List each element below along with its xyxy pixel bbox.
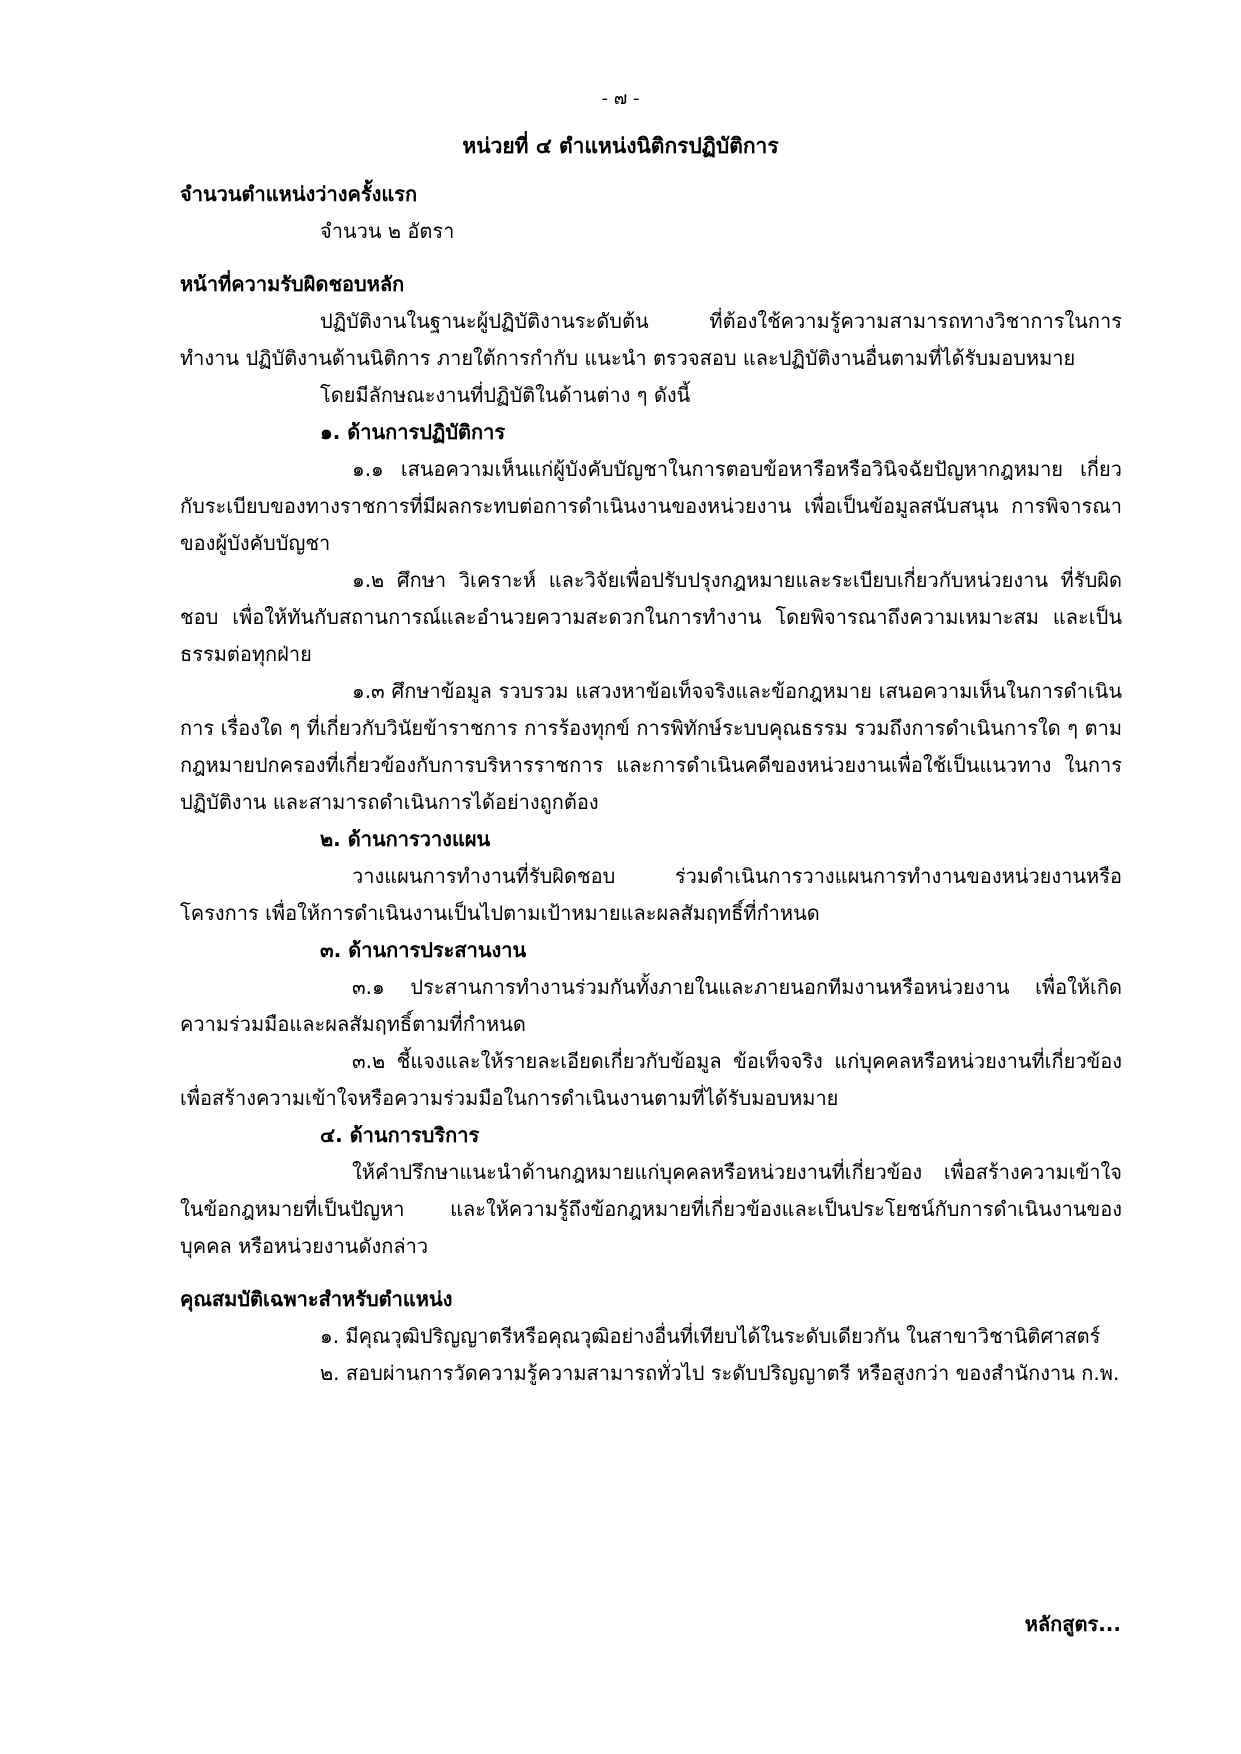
page-number: - ๗ - <box>601 88 640 109</box>
duties-heading: หน้าที่ความรับผิดชอบหลัก <box>180 272 405 296</box>
section-3-2: ๓.๒ ชี้แจงและให้รายละเอียดเกี่ยวกับข้อมูล ข้อเท็จจริง แก่บุคคลหรือหน่วยงานที่เกี่ยวข้อง เพื่อสร้างความเข้าใจหรือความร่วมมือในการดำเนินงานตามที่ได้รับมอบหมาย <box>180 1049 1122 1110</box>
continuation-footer: หลักสูตร... <box>1024 1612 1121 1636</box>
section-4-text: ให้คำปรึกษาแนะนำด้านกฎหมายแก่บุคคลหรือหน่วยงานที่เกี่ยวข้อง เพื่อสร้างความเข้าใจ ในข้อกฎหมายที่เป็นปัญหา และให้ความรู้ถึงข้อกฎหมายที่เกี่ยวข้องและเป็นประโยชน์กับการดำเนินงานของบุคคล หรือหน่วยงานดังกล่าว <box>180 1160 1122 1258</box>
qualification-2: ๒. สอบผ่านการวัดความรู้ความสามารถทั่วไป ระดับปริญญาตรี หรือสูงกว่า ของสำนักงาน ก.พ. <box>320 1361 1120 1385</box>
section-1-3: ๑.๓ ศึกษาข้อมูล รวบรวม แสวงหาข้อเท็จจริงและข้อกฎหมาย เสนอความเห็นในการดำเนินการ เรื่องใด ๆ ที่เกี่ยวกับวินัยข้าราชการ การร้องทุกข์ การพิทักษ์ระบบคุณธรรม รวมถึงการดำเนินการใด ๆ ตามกฎหมายปกครองที่เกี่ยวข้องกับการบริหารราชการ และการดำเนินคดีของหน่วยงานเพื่อใช้เป็นแนวทาง ในการปฏิบัติงาน และสามารถดำเนินการได้อย่างถูกต้อง <box>180 679 1122 814</box>
section-3-heading: ๓. ด้านการประสานงาน <box>320 938 527 962</box>
qualifications-heading: คุณสมบัติเฉพาะสำหรับตำแหน่ง <box>180 1287 453 1311</box>
section-1-heading: ๑. ด้านการปฏิบัติการ <box>320 420 506 444</box>
section-3-1: ๓.๑ ประสานการทำงานร่วมกันทั้งภายในและภายนอกทีมงานหรือหน่วยงาน เพื่อให้เกิด ความร่วมมือและผลสัมฤทธิ์ตามที่กำหนด <box>180 975 1122 1036</box>
section-1-2: ๑.๒ ศึกษา วิเคราะห์ และวิจัยเพื่อปรับปรุงกฎหมายและระเบียบเกี่ยวกับหน่วยงาน ที่รับผิดชอบ เพื่อให้ทันกับสถานการณ์และอำนวยความสะดวกในการทำงาน โดยพิจารณาถึงความเหมาะสม และเป็นธรรมต่อทุกฝ่าย <box>180 568 1122 666</box>
document-body <box>180 176 1122 1392</box>
duties-intro2: โดยมีลักษณะงานที่ปฏิบัติในด้านต่าง ๆ ดังนี้ <box>320 383 691 407</box>
qualification-1: ๑. มีคุณวุฒิปริญญาตรีหรือคุณวุฒิอย่างอื่นที่เทียบได้ในระดับเดียวกัน ในสาขาวิชานิติศาสตร์ <box>320 1324 1101 1348</box>
section-2-text: วางแผนการทำงานที่รับผิดชอบ ร่วมดำเนินการวางแผนการทำงานของหน่วยงานหรือโครงการ เพื่อให้การดำเนินงานเป็นไปตามเป้าหมายและผลสัมฤทธิ์ที่กำหนด <box>180 864 1122 925</box>
page-title: หน่วยที่ ๔ ตำแหน่งนิติกรปฏิบัติการ <box>462 134 779 158</box>
vacancy-text: จำนวน ๒ อัตรา <box>320 219 455 243</box>
vacancy-heading: จำนวนตำแหน่งว่างครั้งแรก <box>180 182 418 206</box>
section-4-heading: ๔. ด้านการบริการ <box>320 1123 480 1147</box>
duties-intro: ปฏิบัติงานในฐานะผู้ปฏิบัติงานระดับต้น ที่ต้องใช้ความรู้ความสามารถทางวิชาการในการทำงาน ปฏิบัติงานด้านนิติการ ภายใต้การกำกับ แนะนำ ตรวจสอบ และปฏิบัติงานอื่นตามที่ได้รับมอบหมาย <box>180 309 1122 370</box>
section-2-heading: ๒. ด้านการวางแผน <box>320 827 491 851</box>
section-1-1: ๑.๑ เสนอความเห็นแก่ผู้บังคับบัญชาในการตอบข้อหารือหรือวินิจฉัยปัญหากฎหมาย เกี่ยวกับระเบียบของทางราชการที่มีผลกระทบต่อการดำเนินงานของหน่วยงาน เพื่อเป็นข้อมูลสนับสนุน การพิจารณาของผู้บังคับบัญชา <box>180 457 1122 555</box>
